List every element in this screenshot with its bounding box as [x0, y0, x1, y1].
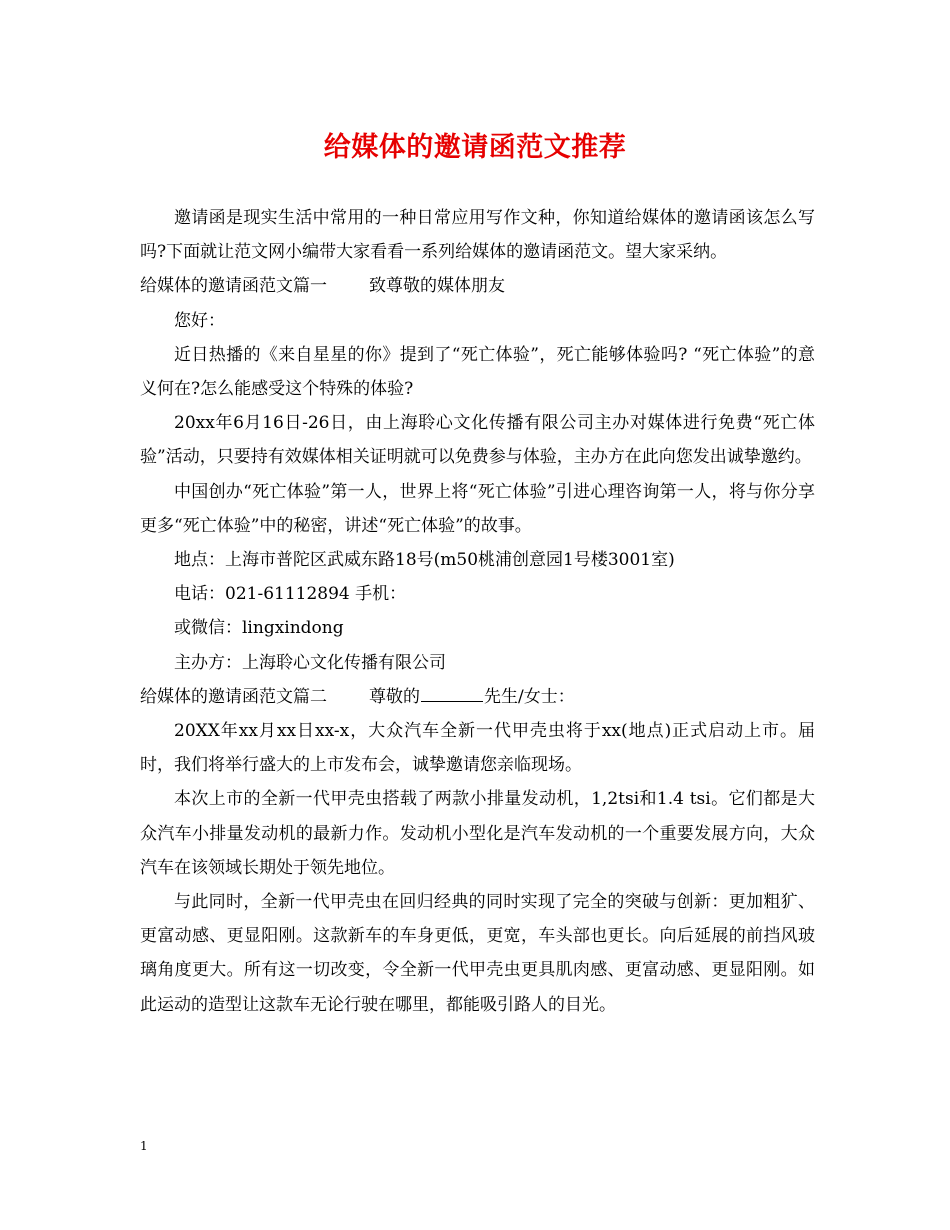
section1-wechat: 或微信：lingxindong [174, 618, 344, 639]
section1-organizer: 主办方：上海聆心文化传播有限公司 [174, 652, 446, 673]
section2-paragraph-1: 20XX年xx月xx日xx-x，大众汽车全新一代甲壳虫将于xx(地点)正式启动上市。届时，我们将举行盛大的上市发布会，诚挚邀请您亲临现场。 [140, 721, 815, 776]
section2-salutation-suffix: 先生/女士： [484, 686, 575, 707]
section1-heading: 给媒体的邀请函范文篇一 [140, 276, 327, 297]
section1-paragraph-2: 20xx年6月16日-26日，由上海聆心文化传播有限公司主办对媒体进行免费“死亡体验”活动，只要持有效媒体相关证明就可以免费参与体验，主办方在此向您发出诚挚邀约。 [140, 413, 815, 468]
section1-address: 地点：上海市普陀区武威东路18号(m50桃浦创意园1号楼3001室) [174, 550, 675, 571]
section1-heading-line [140, 269, 815, 303]
document-body [140, 201, 815, 1022]
section2-salutation-prefix: 尊敬的 [369, 686, 420, 707]
section1-greeting: 您好： [174, 310, 225, 331]
intro-paragraph: 邀请函是现实生活中常用的一种日常应用写作文种，你知道给媒体的邀请函该怎么写吗?下面就让范文网小编带大家看看一系列给媒体的邀请函范文。望大家采纳。 [140, 208, 815, 263]
section1-phone: 电话：021-61112894 手机： [174, 584, 407, 605]
section2-heading: 给媒体的邀请函范文篇二 [140, 686, 327, 707]
name-blank-line [421, 687, 483, 702]
section2-paragraph-3: 与此同时，全新一代甲壳虫在回归经典的同时实现了完全的突破与创新：更加粗犷、更富动感、更显阳刚。这款新车的车身更低，更宽，车头部也更长。向后延展的前挡风玻璃角度更大。所有这一切改变，令全新一代甲壳虫更具肌肉感、更富动感、更显阳刚。如此运动的造型让这款车无论行驶在哪里，都能吸引路人的目光。 [140, 892, 815, 1015]
document-title: 给媒体的邀请函范文推荐 [323, 132, 627, 163]
section1-paragraph-1: 近日热播的《来自星星的你》提到了“死亡体验”，死亡能够体验吗? “死亡体验”的意义何在?怎么能感受这个特殊的体验? [140, 344, 815, 400]
page-number: 1 [140, 1139, 148, 1153]
section1-paragraph-3: 中国创办“死亡体验”第一人，世界上将“死亡体验”引进心理咨询第一人，将与你分享更多“死亡体验”中的秘密，讲述“死亡体验”的故事。 [140, 481, 815, 536]
section2-heading-line [140, 680, 815, 714]
section2-paragraph-2: 本次上市的全新一代甲壳虫搭载了两款小排量发动机，1,2tsi和1.4 tsi。它们都是大众汽车小排量发动机的最新力作。发动机小型化是汽车发动机的一个重要发展方向，大众汽车在该领域长期处于领先地位。 [140, 789, 815, 878]
section1-salutation: 致尊敬的媒体朋友 [369, 276, 505, 297]
